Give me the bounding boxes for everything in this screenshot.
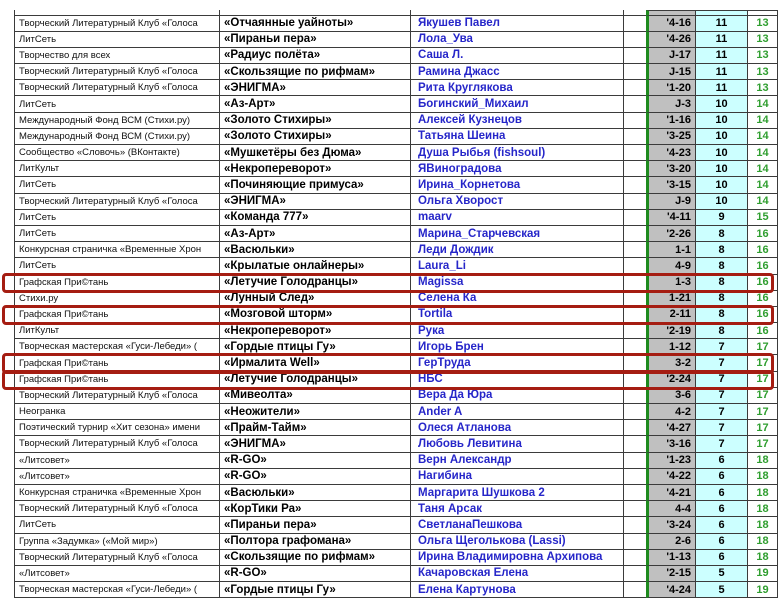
org-cell[interactable]: Сообщество «Словочь» (ВКонтакте)	[15, 145, 220, 161]
code-cell[interactable]: '4-21	[646, 485, 696, 501]
table-row	[15, 550, 778, 566]
org-cell[interactable]: ЛитСеть	[15, 258, 220, 274]
team-cell[interactable]: «Летучие Голодранцы»	[220, 372, 411, 388]
spacer-cell	[624, 64, 646, 80]
spacer-cell	[624, 469, 646, 485]
rank-cell[interactable]: 13	[748, 48, 778, 64]
person-name-cell[interactable]: Лола_Ува	[411, 32, 624, 48]
score-cell[interactable]: 7	[696, 355, 748, 371]
rank-cell[interactable]: 14	[748, 145, 778, 161]
score-cell[interactable]: 6	[696, 550, 748, 566]
org-cell[interactable]: «Литсовет»	[15, 453, 220, 469]
person-name-cell[interactable]: Душа Рыбья (fishsoul)	[411, 145, 624, 161]
table-row	[15, 161, 778, 177]
team-cell[interactable]: «Васюльки»	[220, 242, 411, 258]
person-name-cell[interactable]: Tortila	[411, 307, 624, 323]
org-cell[interactable]: Графская При©тань	[15, 307, 220, 323]
code-cell[interactable]: '2-26	[646, 226, 696, 242]
rank-cell[interactable]: 16	[748, 291, 778, 307]
rank-cell[interactable]: 14	[748, 113, 778, 129]
spacer-cell	[624, 161, 646, 177]
spacer-cell	[624, 550, 646, 566]
rank-cell[interactable]: 19	[748, 582, 778, 598]
code-cell[interactable]: J-3	[646, 96, 696, 112]
org-cell[interactable]: Творческая мастерская «Гуси-Лебеди» (	[15, 582, 220, 598]
score-cell[interactable]: 5	[696, 582, 748, 598]
spacer-cell	[624, 566, 646, 582]
org-cell[interactable]: Графская При©тань	[15, 355, 220, 371]
person-name-cell[interactable]: Алексей Кузнецов	[411, 113, 624, 129]
org-cell[interactable]: Творческий Литературный Клуб «Голоса	[15, 388, 220, 404]
org-cell[interactable]: Группа «Задумка» («Мой мир»)	[15, 534, 220, 550]
spacer-cell	[624, 32, 646, 48]
team-cell[interactable]: «Гордые птицы Гу»	[220, 582, 411, 598]
person-name-cell[interactable]: Ирина Владимировна Архипова	[411, 550, 624, 566]
spacer-cell	[624, 80, 646, 96]
code-cell[interactable]: '3-15	[646, 177, 696, 193]
org-cell[interactable]: Творческий Литературный Клуб «Голоса	[15, 64, 220, 80]
score-cell[interactable]: 7	[696, 420, 748, 436]
score-cell[interactable]: 7	[696, 388, 748, 404]
code-cell[interactable]: '1-13	[646, 550, 696, 566]
org-cell[interactable]: ЛитСеть	[15, 210, 220, 226]
spacer-cell	[624, 129, 646, 145]
org-cell[interactable]: ЛитСеть	[15, 96, 220, 112]
score-cell[interactable]: 7	[696, 339, 748, 355]
team-cell[interactable]: «ЭНИГМА»	[220, 80, 411, 96]
person-name-cell[interactable]: Саша Л.	[411, 48, 624, 64]
code-cell[interactable]: 1-1	[646, 242, 696, 258]
table-row	[15, 210, 778, 226]
spacer-cell	[624, 404, 646, 420]
person-name-cell[interactable]: Ольга Хворост	[411, 194, 624, 210]
code-cell[interactable]: '3-24	[646, 517, 696, 533]
rank-cell[interactable]: 13	[748, 80, 778, 96]
org-cell[interactable]: ЛитСеть	[15, 226, 220, 242]
team-cell[interactable]: «Летучие Голодранцы»	[220, 275, 411, 291]
org-cell[interactable]: Творчество для всех	[15, 48, 220, 64]
person-name-cell[interactable]: СветланаПешкова	[411, 517, 624, 533]
code-cell[interactable]: '3-16	[646, 436, 696, 452]
table-row	[15, 194, 778, 210]
spacer-cell	[624, 194, 646, 210]
person-name-cell[interactable]: Богинский_Михаил	[411, 96, 624, 112]
team-cell[interactable]: «R-GO»	[220, 566, 411, 582]
code-cell[interactable]: '4-27	[646, 420, 696, 436]
table-row	[15, 226, 778, 242]
org-cell[interactable]: Графская При©тань	[15, 372, 220, 388]
table-row	[15, 16, 778, 32]
rank-cell[interactable]: 13	[748, 16, 778, 32]
team-cell[interactable]: «Гордые птицы Гу»	[220, 339, 411, 355]
spacer-cell	[624, 517, 646, 533]
score-cell[interactable]: 8	[696, 307, 748, 323]
code-cell[interactable]: 1-3	[646, 275, 696, 291]
spacer-cell	[624, 226, 646, 242]
team-cell[interactable]: «Некропереворот»	[220, 161, 411, 177]
spacer-cell	[624, 501, 646, 517]
team-cell[interactable]: «Отчаянные уайноты»	[220, 16, 411, 32]
spacer-cell	[624, 420, 646, 436]
spacer-cell	[624, 177, 646, 193]
table-row	[15, 177, 778, 193]
team-cell[interactable]: «Скользящие по рифмам»	[220, 64, 411, 80]
org-cell[interactable]: Творческий Литературный Клуб «Голоса	[15, 16, 220, 32]
team-cell[interactable]: «Золото Стихиры»	[220, 129, 411, 145]
team-cell[interactable]: «Мозговой шторм»	[220, 307, 411, 323]
score-cell[interactable]: 11	[696, 80, 748, 96]
team-cell[interactable]: «КорТики Ра»	[220, 501, 411, 517]
person-name-cell[interactable]: Рамина Джасс	[411, 64, 624, 80]
org-cell[interactable]: Конкурсная страничка «Временные Хрон	[15, 485, 220, 501]
code-cell[interactable]: '4-26	[646, 32, 696, 48]
table-row	[15, 323, 778, 339]
spacer-cell	[624, 48, 646, 64]
score-cell[interactable]: 5	[696, 566, 748, 582]
spacer-cell	[624, 339, 646, 355]
rank-cell[interactable]: 14	[748, 129, 778, 145]
table-row	[15, 258, 778, 274]
table-row	[15, 501, 778, 517]
table-row	[15, 64, 778, 80]
person-name-cell[interactable]: Татьяна Шеина	[411, 129, 624, 145]
table-row	[15, 436, 778, 452]
org-cell[interactable]: Неогранка	[15, 404, 220, 420]
team-cell[interactable]: «Полтора графомана»	[220, 534, 411, 550]
org-cell[interactable]: Конкурсная страничка «Временные Хрон	[15, 242, 220, 258]
score-cell[interactable]: 6	[696, 453, 748, 469]
team-cell[interactable]: «Прайм-Тайм»	[220, 420, 411, 436]
rank-cell[interactable]: 18	[748, 550, 778, 566]
rank-cell[interactable]: 17	[748, 404, 778, 420]
person-name-cell[interactable]: Рука	[411, 323, 624, 339]
rank-cell[interactable]: 18	[748, 534, 778, 550]
table-row	[15, 388, 778, 404]
team-cell[interactable]: «Пираньи пера»	[220, 32, 411, 48]
table-row	[15, 145, 778, 161]
score-cell[interactable]: 8	[696, 323, 748, 339]
score-cell[interactable]: 10	[696, 194, 748, 210]
score-cell[interactable]: 7	[696, 436, 748, 452]
spacer-cell	[624, 307, 646, 323]
table-row	[15, 582, 778, 598]
rank-cell[interactable]: 17	[748, 372, 778, 388]
team-cell[interactable]: «ЭНИГМА»	[220, 194, 411, 210]
team-cell[interactable]: «Крылатые онлайнеры»	[220, 258, 411, 274]
person-name-cell[interactable]: Елена Картунова	[411, 582, 624, 598]
rank-cell[interactable]: 18	[748, 485, 778, 501]
code-cell[interactable]: 4-9	[646, 258, 696, 274]
table-row	[15, 469, 778, 485]
person-name-cell[interactable]: Качаровская Елена	[411, 566, 624, 582]
table-row	[15, 275, 778, 291]
rank-cell[interactable]: 16	[748, 307, 778, 323]
rank-cell[interactable]: 18	[748, 517, 778, 533]
person-name-cell[interactable]: Игорь Брен	[411, 339, 624, 355]
person-name-cell[interactable]: Верн Александр	[411, 453, 624, 469]
code-cell[interactable]: '4-24	[646, 582, 696, 598]
rank-cell[interactable]: 16	[748, 323, 778, 339]
code-cell[interactable]: 3-2	[646, 355, 696, 371]
score-cell[interactable]: 7	[696, 404, 748, 420]
org-cell[interactable]: Творческий Литературный Клуб «Голоса	[15, 550, 220, 566]
rank-cell[interactable]: 14	[748, 194, 778, 210]
rank-cell[interactable]: 13	[748, 32, 778, 48]
table-body	[15, 16, 778, 599]
spacer-cell	[624, 388, 646, 404]
spacer-cell	[624, 258, 646, 274]
table-row	[15, 420, 778, 436]
spacer-cell	[624, 275, 646, 291]
person-name-cell[interactable]: Марина_Старчевская	[411, 226, 624, 242]
spacer-cell	[624, 210, 646, 226]
code-cell[interactable]: '3-20	[646, 161, 696, 177]
org-cell[interactable]: ЛитСеть	[15, 32, 220, 48]
person-name-cell[interactable]: Рита Круглякова	[411, 80, 624, 96]
score-cell[interactable]: 6	[696, 517, 748, 533]
score-cell[interactable]: 10	[696, 129, 748, 145]
org-cell[interactable]: Международный Фонд ВСМ (Стихи.ру)	[15, 113, 220, 129]
code-cell[interactable]: '4-11	[646, 210, 696, 226]
org-cell[interactable]: ЛитКульт	[15, 161, 220, 177]
table-row	[15, 242, 778, 258]
score-cell[interactable]: 11	[696, 16, 748, 32]
rank-cell[interactable]: 17	[748, 436, 778, 452]
team-cell[interactable]: «Мивеолта»	[220, 388, 411, 404]
team-cell[interactable]: «Скользящие по рифмам»	[220, 550, 411, 566]
person-name-cell[interactable]: maarv	[411, 210, 624, 226]
code-cell[interactable]: '1-20	[646, 80, 696, 96]
score-cell[interactable]: 11	[696, 64, 748, 80]
table-row	[15, 291, 778, 307]
code-cell[interactable]: 4-2	[646, 404, 696, 420]
team-cell[interactable]: «ЭНИГМА»	[220, 436, 411, 452]
score-cell[interactable]: 8	[696, 275, 748, 291]
code-cell[interactable]: J-17	[646, 48, 696, 64]
spacer-cell	[624, 436, 646, 452]
rank-cell[interactable]: 19	[748, 566, 778, 582]
org-cell[interactable]: Графская При©тань	[15, 275, 220, 291]
rank-cell[interactable]: 17	[748, 420, 778, 436]
team-cell[interactable]: «Неожители»	[220, 404, 411, 420]
person-name-cell[interactable]: Селена Ка	[411, 291, 624, 307]
person-name-cell[interactable]: Таня Арсак	[411, 501, 624, 517]
table-row	[15, 48, 778, 64]
spacer-cell	[624, 453, 646, 469]
spacer-cell	[624, 372, 646, 388]
person-name-cell[interactable]: Олеся Атланова	[411, 420, 624, 436]
rank-cell[interactable]: 17	[748, 339, 778, 355]
org-cell[interactable]: Творческий Литературный Клуб «Голоса	[15, 194, 220, 210]
table-row	[15, 339, 778, 355]
person-name-cell[interactable]: НБС	[411, 372, 624, 388]
team-cell[interactable]: «Аз-Арт»	[220, 96, 411, 112]
rank-cell[interactable]: 13	[748, 64, 778, 80]
person-name-cell[interactable]: Нагибина	[411, 469, 624, 485]
spacer-cell	[624, 534, 646, 550]
rank-cell[interactable]: 14	[748, 96, 778, 112]
code-cell[interactable]: 4-4	[646, 501, 696, 517]
person-name-cell[interactable]: Якушев Павел	[411, 16, 624, 32]
table-row	[15, 534, 778, 550]
score-cell[interactable]: 6	[696, 485, 748, 501]
person-name-cell[interactable]: Ольга Щеголькова (Lassi)	[411, 534, 624, 550]
table-row	[15, 307, 778, 323]
table-row	[15, 453, 778, 469]
table-row	[15, 517, 778, 533]
table-row	[15, 113, 778, 129]
person-name-cell[interactable]: Magissa	[411, 275, 624, 291]
rank-cell[interactable]: 16	[748, 275, 778, 291]
table-row	[15, 355, 778, 371]
team-cell[interactable]: «Золото Стихиры»	[220, 113, 411, 129]
score-cell[interactable]: 10	[696, 145, 748, 161]
results-table	[14, 10, 778, 598]
org-cell[interactable]: Стихи.ру	[15, 291, 220, 307]
code-cell[interactable]: '2-19	[646, 323, 696, 339]
spacer-cell	[624, 485, 646, 501]
team-cell[interactable]: «Васюльки»	[220, 485, 411, 501]
rank-cell[interactable]: 18	[748, 469, 778, 485]
spacer-cell	[624, 242, 646, 258]
code-cell[interactable]: '4-16	[646, 16, 696, 32]
team-cell[interactable]: «Мушкетёры без Дюма»	[220, 145, 411, 161]
team-cell[interactable]: «R-GO»	[220, 469, 411, 485]
team-cell[interactable]: «Ирмалита Well»	[220, 355, 411, 371]
code-cell[interactable]: 3-6	[646, 388, 696, 404]
score-cell[interactable]: 6	[696, 501, 748, 517]
org-cell[interactable]: Международный Фонд ВСМ (Стихи.ру)	[15, 129, 220, 145]
score-cell[interactable]: 10	[696, 177, 748, 193]
org-cell[interactable]: Поэтический турнир «Хит сезона» имени	[15, 420, 220, 436]
score-cell[interactable]: 7	[696, 372, 748, 388]
spacer-cell	[624, 291, 646, 307]
code-cell[interactable]: '4-23	[646, 145, 696, 161]
score-cell[interactable]: 10	[696, 113, 748, 129]
score-cell[interactable]: 11	[696, 48, 748, 64]
score-cell[interactable]: 10	[696, 161, 748, 177]
rank-cell[interactable]: 15	[748, 210, 778, 226]
rank-cell[interactable]: 16	[748, 258, 778, 274]
team-cell[interactable]: «Радиус полёта»	[220, 48, 411, 64]
code-cell[interactable]: '4-22	[646, 469, 696, 485]
org-cell[interactable]: Творческая мастерская «Гуси-Лебеди» (	[15, 339, 220, 355]
score-cell[interactable]: 8	[696, 242, 748, 258]
person-name-cell[interactable]: Laura_Li	[411, 258, 624, 274]
rank-cell[interactable]: 17	[748, 355, 778, 371]
spacer-cell	[624, 145, 646, 161]
spacer-cell	[624, 113, 646, 129]
code-cell[interactable]: '1-23	[646, 453, 696, 469]
code-cell[interactable]: 1-21	[646, 291, 696, 307]
org-cell[interactable]: Творческий Литературный Клуб «Голоса	[15, 436, 220, 452]
person-name-cell[interactable]: Вера Да Юра	[411, 388, 624, 404]
org-cell[interactable]: ЛитСеть	[15, 517, 220, 533]
team-cell[interactable]: «Лунный След»	[220, 291, 411, 307]
person-name-cell[interactable]: ЯВиноградова	[411, 161, 624, 177]
org-cell[interactable]: Творческий Литературный Клуб «Голоса	[15, 501, 220, 517]
score-cell[interactable]: 8	[696, 226, 748, 242]
person-name-cell[interactable]: ГерТруда	[411, 355, 624, 371]
person-name-cell[interactable]: Маргарита Шушкова 2	[411, 485, 624, 501]
code-cell[interactable]: '2-24	[646, 372, 696, 388]
rank-cell[interactable]: 17	[748, 388, 778, 404]
rank-cell[interactable]: 18	[748, 501, 778, 517]
org-cell[interactable]: «Литсовет»	[15, 566, 220, 582]
code-cell[interactable]: 1-12	[646, 339, 696, 355]
table-row	[15, 129, 778, 145]
score-cell[interactable]: 8	[696, 291, 748, 307]
score-cell[interactable]: 10	[696, 96, 748, 112]
score-cell[interactable]: 9	[696, 210, 748, 226]
spacer-cell	[624, 323, 646, 339]
code-cell[interactable]: J-15	[646, 64, 696, 80]
org-cell[interactable]: Творческий Литературный Клуб «Голоса	[15, 80, 220, 96]
code-cell[interactable]: J-9	[646, 194, 696, 210]
table-row	[15, 80, 778, 96]
code-cell[interactable]: 2-11	[646, 307, 696, 323]
person-name-cell[interactable]: Ander A	[411, 404, 624, 420]
rank-cell[interactable]: 16	[748, 226, 778, 242]
spacer-cell	[624, 16, 646, 32]
rank-cell[interactable]: 16	[748, 242, 778, 258]
team-cell[interactable]: «Аз-Арт»	[220, 226, 411, 242]
code-cell[interactable]: 2-6	[646, 534, 696, 550]
table-row	[15, 404, 778, 420]
table-row	[15, 485, 778, 501]
rank-cell[interactable]: 18	[748, 453, 778, 469]
rank-cell[interactable]: 14	[748, 177, 778, 193]
rank-cell[interactable]: 14	[748, 161, 778, 177]
org-cell[interactable]: ЛитКульт	[15, 323, 220, 339]
code-cell[interactable]: '2-15	[646, 566, 696, 582]
person-name-cell[interactable]: Ирина_Корнетова	[411, 177, 624, 193]
team-cell[interactable]: «Пираньи пера»	[220, 517, 411, 533]
spacer-cell	[624, 355, 646, 371]
score-cell[interactable]: 6	[696, 469, 748, 485]
team-cell[interactable]: «Починяющие примуса»	[220, 177, 411, 193]
spacer-cell	[624, 582, 646, 598]
code-cell[interactable]: '3-25	[646, 129, 696, 145]
table-row	[15, 32, 778, 48]
score-cell[interactable]: 8	[696, 258, 748, 274]
team-cell[interactable]: «Команда 777»	[220, 210, 411, 226]
org-cell[interactable]: ЛитСеть	[15, 177, 220, 193]
table-row	[15, 372, 778, 388]
org-cell[interactable]: «Литсовет»	[15, 469, 220, 485]
person-name-cell[interactable]: Леди Дождик	[411, 242, 624, 258]
score-cell[interactable]: 6	[696, 534, 748, 550]
team-cell[interactable]: «R-GO»	[220, 453, 411, 469]
spacer-cell	[624, 96, 646, 112]
table-row	[15, 566, 778, 582]
code-cell[interactable]: '1-16	[646, 113, 696, 129]
person-name-cell[interactable]: Любовь Левитина	[411, 436, 624, 452]
score-cell[interactable]: 11	[696, 32, 748, 48]
team-cell[interactable]: «Некропереворот»	[220, 323, 411, 339]
table-row	[15, 96, 778, 112]
